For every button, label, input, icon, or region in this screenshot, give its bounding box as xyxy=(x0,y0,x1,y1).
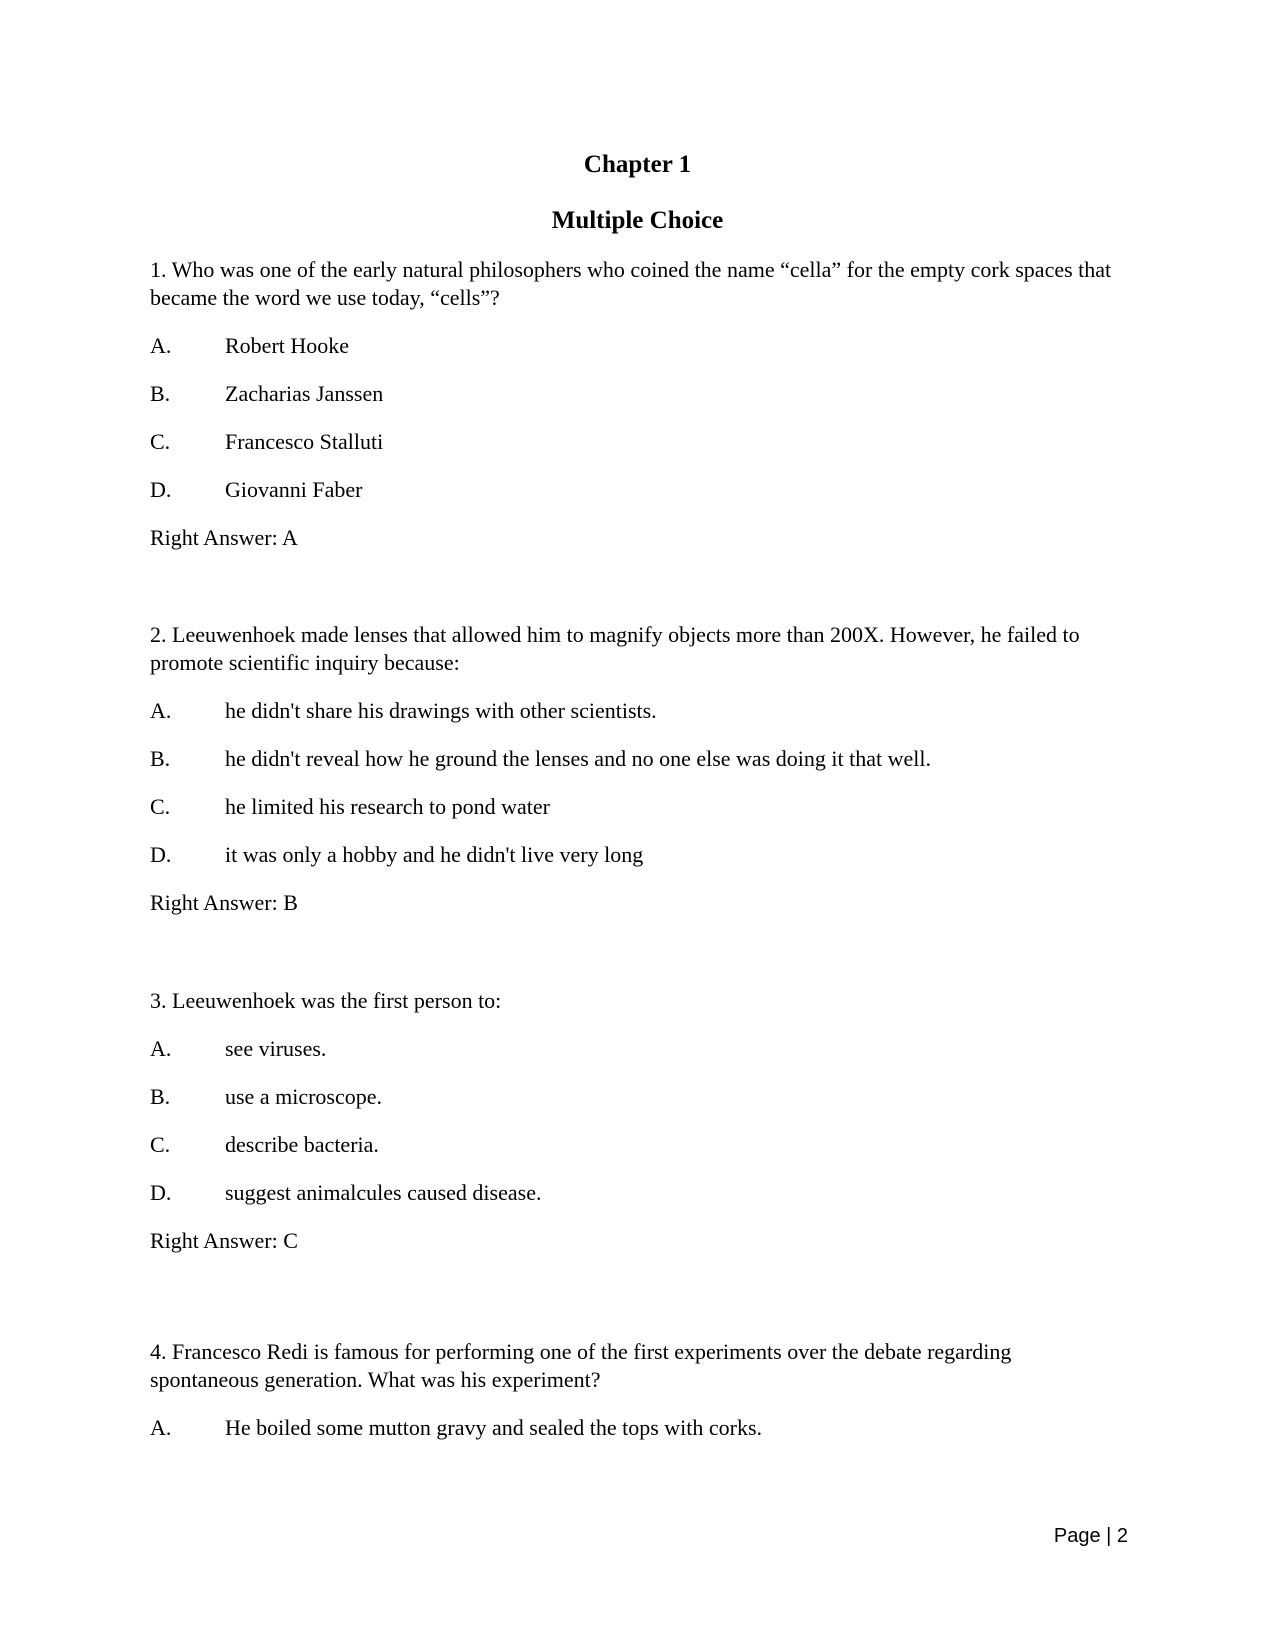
chapter-title: Chapter 1 xyxy=(583,151,692,178)
option-letter: A. xyxy=(150,698,172,723)
option-text: it was only a hobby and he didn't live very long xyxy=(225,842,644,867)
option-text: Giovanni Faber xyxy=(225,477,363,502)
option-text: he didn't reveal how he ground the lenses and no one else was doing it that well. xyxy=(225,746,931,771)
option-c xyxy=(150,428,1125,456)
option-text: suggest animalcules caused disease. xyxy=(225,1180,542,1205)
option-letter: C. xyxy=(150,1132,171,1157)
option-b xyxy=(150,1083,1125,1111)
option-a xyxy=(150,1035,1125,1063)
option-a xyxy=(150,332,1125,360)
option-a xyxy=(150,697,1125,725)
option-letter: C. xyxy=(150,429,171,454)
option-text: he limited his research to pond water xyxy=(225,794,551,819)
option-letter: D. xyxy=(150,1180,172,1205)
option-letter: C. xyxy=(150,794,171,819)
question-2 xyxy=(150,621,1125,917)
option-letter: B. xyxy=(150,1084,171,1109)
option-letter: B. xyxy=(150,381,171,406)
option-letter: A. xyxy=(150,333,172,358)
option-b xyxy=(150,745,1125,773)
option-text: use a microscope. xyxy=(225,1084,382,1109)
right-answer: Right Answer: A xyxy=(150,525,298,550)
question-text: 1. Who was one of the early natural philosophers who coined the name “cella” for the empty cork spaces that became the word we use today, “cells”? xyxy=(150,257,1112,310)
question-4 xyxy=(150,1338,1125,1442)
option-d xyxy=(150,476,1125,504)
option-text: Zacharias Janssen xyxy=(225,381,384,406)
option-letter: D. xyxy=(150,842,172,867)
option-text: He boiled some mutton gravy and sealed the tops with corks. xyxy=(225,1415,763,1440)
option-text: Robert Hooke xyxy=(225,333,350,358)
option-c xyxy=(150,1131,1125,1159)
option-letter: D. xyxy=(150,477,172,502)
option-letter: B. xyxy=(150,746,171,771)
option-letter: A. xyxy=(150,1415,172,1440)
option-d xyxy=(150,1179,1125,1207)
option-letter: A. xyxy=(150,1036,172,1061)
option-text: see viruses. xyxy=(225,1036,327,1061)
right-answer: Right Answer: C xyxy=(150,1228,298,1253)
option-text: describe bacteria. xyxy=(225,1132,379,1157)
question-text: 4. Francesco Redi is famous for performing one of the first experiments over the debate regarding spontaneous generation. What was his experiment? xyxy=(150,1339,1012,1392)
option-text: Francesco Stalluti xyxy=(225,429,384,454)
question-3 xyxy=(150,987,1125,1255)
option-d xyxy=(150,841,1125,869)
page-number: Page | 2 xyxy=(1053,1525,1128,1547)
option-a xyxy=(150,1414,1125,1442)
option-c xyxy=(150,793,1125,821)
right-answer: Right Answer: B xyxy=(150,890,298,915)
question-text: 2. Leeuwenhoek made lenses that allowed him to magnify objects more than 200X. However, he failed to promote scientific inquiry because: xyxy=(150,622,1080,675)
option-b xyxy=(150,380,1125,408)
section-title: Multiple Choice xyxy=(551,207,724,234)
question-text: 3. Leeuwenhoek was the first person to: xyxy=(150,988,502,1013)
option-text: he didn't share his drawings with other scientists. xyxy=(225,698,657,723)
question-1 xyxy=(150,256,1125,552)
